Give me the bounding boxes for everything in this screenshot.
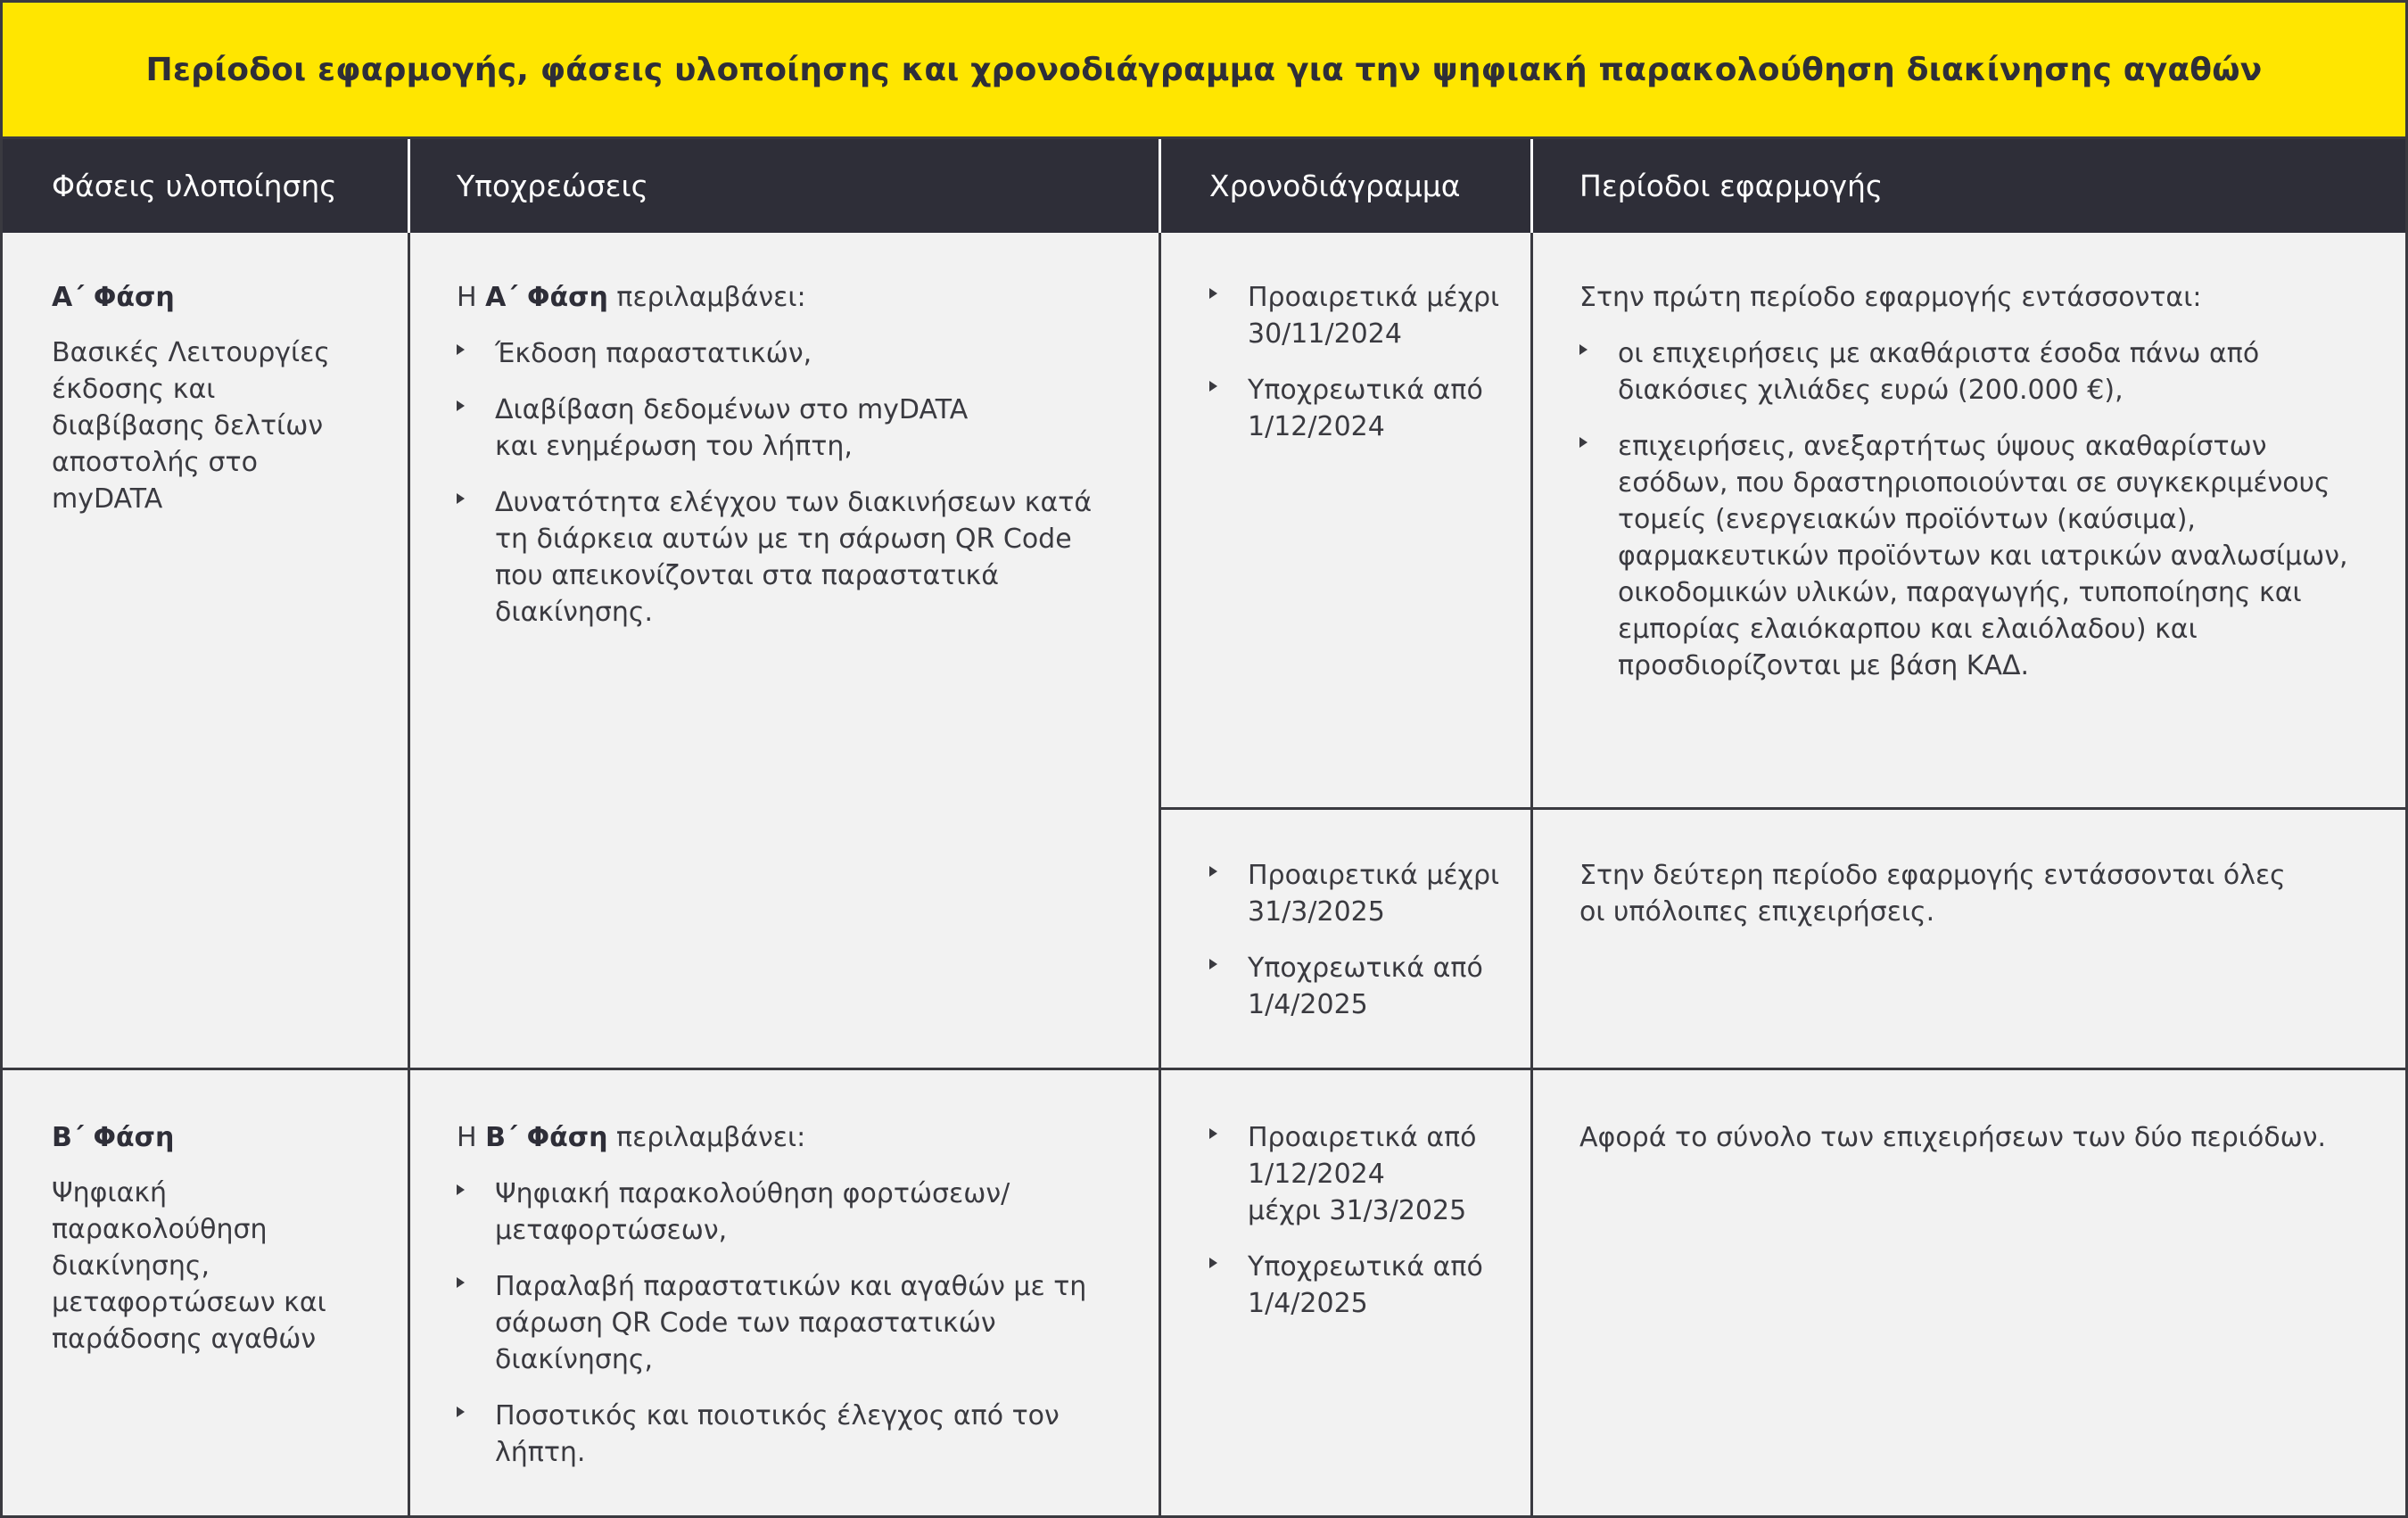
list-item: Παραλαβή παραστατικών και αγαθών με τη σάρωση QR Code των παραστατικών διακίνησης,: [457, 1268, 1143, 1378]
list-item: Προαιρετικά μέχρι 31/3/2025: [1209, 857, 1521, 930]
list-item: Υποχρεωτικά από 1/12/2024: [1209, 372, 1521, 445]
bullet-triangle-icon: [457, 493, 465, 504]
phase-b-name: Β΄ Φάση: [52, 1122, 175, 1153]
bullet-triangle-icon: [457, 1277, 465, 1288]
column-divider: [1159, 233, 1161, 1515]
phase-a-intro: Η Α΄ Φάση περιλαμβάνει:: [457, 282, 806, 313]
bullet-triangle-icon: [1579, 437, 1587, 448]
phase-a-period1-schedule: [1209, 279, 1521, 465]
bullet-triangle-icon: [457, 400, 465, 411]
bullet-triangle-icon: [1209, 1258, 1217, 1268]
row-divider: [3, 1068, 2405, 1070]
phase-b-description: Ψηφιακή παρακολούθηση διακίνησης, μεταφορτώσεων και παράδοσης αγαθών: [52, 1177, 326, 1355]
list-item: επιχειρήσεις, ανεξαρτήτως ύψους ακαθαρίστων εσόδων, που δραστηριοποιούνται σε συγκεκριμένους τομείς (ενεργειακών προϊόντων (καύσιμα), φαρμακευτικών προϊόντων και ιατρικών αναλωσίμων, οικοδομικών υλικών, παραγωγής, τυποποίησης και εμπορίας ελαιόκαρπου και ελαιόλαδου) και προσδιορίζονται με βάση ΚΑΔ.: [1579, 428, 2382, 684]
phase-b-intro: Η Β΄ Φάση περιλαμβάνει:: [457, 1122, 806, 1153]
phase-a-period2-scope: [1579, 857, 2382, 930]
header-periods: Περίοδοι εφαρμογής: [1579, 169, 1884, 203]
header-obligations: Υποχρεώσεις: [457, 169, 648, 203]
title-bar: [3, 3, 2405, 139]
list-item: Ποσοτικός και ποιοτικός έλεγχος από τον λήπτη.: [457, 1398, 1143, 1471]
header-row: [3, 139, 2405, 233]
bullet-triangle-icon: [457, 1184, 465, 1195]
phase-b-obligations: [457, 1119, 1143, 1490]
phase-a-period2-schedule: [1209, 857, 1521, 1043]
phase-a-period1-scope: [1579, 279, 2382, 704]
list-item: Διαβίβαση δεδομένων στο myDATA και ενημέρωση του λήπτη,: [457, 392, 1143, 465]
phase-a-cell: [52, 279, 391, 517]
column-divider: [1530, 233, 1533, 1515]
header-divider: [408, 139, 410, 233]
table-title: Περίοδοι εφαρμογής, φάσεις υλοποίησης και χρονοδιάγραμμα για την ψηφιακή παρακολούθηση διακίνησης αγαθών: [145, 51, 2263, 88]
phase-b-cell: [52, 1119, 391, 1357]
phase-b-schedule: [1209, 1119, 1521, 1341]
column-divider: [408, 233, 410, 1515]
list-item: Έκδοση παραστατικών,: [457, 335, 1143, 372]
bullet-triangle-icon: [1209, 288, 1217, 299]
phase-b-scope: [1579, 1119, 2382, 1156]
header-schedule: Χρονοδιάγραμμα: [1209, 169, 1461, 203]
phase-a-description: Βασικές Λειτουργίες έκδοσης και διαβίβασης δελτίων αποστολής στο myDATA: [52, 337, 330, 515]
header-divider: [1159, 139, 1161, 233]
list-item: Υποχρεωτικά από 1/4/2025: [1209, 950, 1521, 1023]
list-item: Προαιρετικά μέχρι 30/11/2024: [1209, 279, 1521, 352]
phase-a-obligations: [457, 279, 1143, 650]
bullet-triangle-icon: [457, 344, 465, 355]
period-divider: [1159, 807, 2405, 810]
bullet-triangle-icon: [1209, 866, 1217, 877]
bullet-triangle-icon: [457, 1407, 465, 1417]
period1-intro: Στην πρώτη περίοδο εφαρμογής εντάσσονται:: [1579, 282, 2202, 313]
list-item: Ψηφιακή παρακολούθηση φορτώσεων/ μεταφορτώσεων,: [457, 1176, 1143, 1249]
phase-b-period-text: Αφορά το σύνολο των επιχειρήσεων των δύο περιόδων.: [1579, 1122, 2327, 1153]
header-phases: Φάσεις υλοποίησης: [52, 169, 337, 203]
list-item: οι επιχειρήσεις με ακαθάριστα έσοδα πάνω από διακόσιες χιλιάδες ευρώ (200.000 €),: [1579, 335, 2382, 408]
bullet-triangle-icon: [1579, 344, 1587, 355]
bullet-triangle-icon: [1209, 381, 1217, 392]
list-item: Υποχρεωτικά από 1/4/2025: [1209, 1249, 1521, 1322]
bullet-triangle-icon: [1209, 959, 1217, 969]
bullet-triangle-icon: [1209, 1128, 1217, 1139]
phase-a-name: Α΄ Φάση: [52, 282, 175, 313]
period2-text: Στην δεύτερη περίοδο εφαρμογής εντάσσονται όλες οι υπόλοιπες επιχειρήσεις.: [1579, 860, 2286, 928]
list-item: Δυνατότητα ελέγχου των διακινήσεων κατά τη διάρκεια αυτών με τη σάρωση QR Code που απεικονίζονται στα παραστατικά διακίνησης.: [457, 484, 1143, 631]
list-item: Προαιρετικά από 1/12/2024 μέχρι 31/3/2025: [1209, 1119, 1521, 1229]
header-divider: [1530, 139, 1533, 233]
